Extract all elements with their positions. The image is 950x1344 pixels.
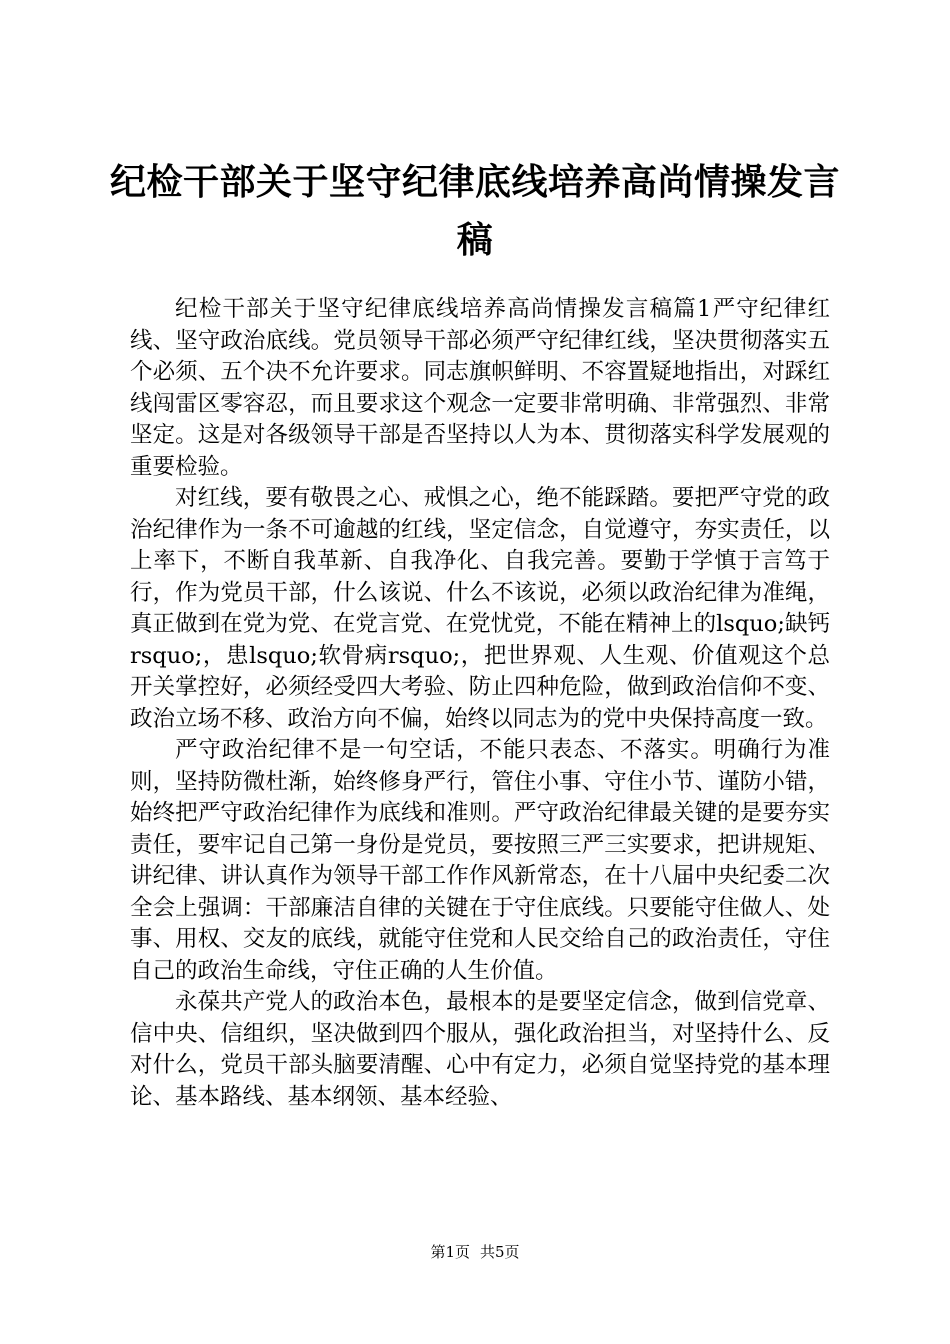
paragraph-1: 纪检干部关于坚守纪律底线培养高尚情操发言稿篇1严守纪律红线、坚守政治底线。党员领导干部必须严守纪律红线，坚决贯彻落实五个必须、五个决不允许要求。同志旗帜鲜明、不容置疑地指出，对踩红线闯雷区零容忍，而且要求这个观念一定要非常明确、非常强烈、非常坚定。这是对各级领导干部是否坚持以人为本、贯彻落实科学发展观的重要检验。 (130, 296, 830, 480)
page-number: 第1页 (430, 1243, 470, 1261)
paragraph-3: 严守政治纪律不是一句空话，不能只表态、不落实。明确行为准则，坚持防微杜渐，始终修身严行，管住小事、守住小节、谨防小错，始终把严守政治纪律作为底线和准则。严守政治纪律最关键的是要夯实责任，要牢记自己第一身份是党员，要按照三严三实要求，把讲规矩、讲纪律、讲认真作为领导干部工作作风新常态，在十八届中央纪委二次全会上强调：干部廉洁自律的关键在于守住底线。只要能守住做人、处事、用权、交友的底线，就能守住党和人民交给自己的政治责任，守住自己的政治生命线，守住正确的人生价值。 (130, 737, 830, 984)
document-title: 纪检干部关于坚守纪律底线培养高尚情操发言稿 (110, 162, 841, 261)
page-total: 共5页 (480, 1243, 520, 1261)
document-body (130, 294, 830, 1113)
page-footer (0, 1242, 950, 1262)
paragraph-4: 永葆共产党人的政治本色，最根本的是要坚定信念，做到信党章、信中央、信组织，坚决做到四个服从，强化政治担当，对坚持什么、反对什么，党员干部头脑要清醒、心中有定力，必须自觉坚持党的基本理论、基本路线、基本纲领、基本经验、 (130, 989, 830, 1110)
paragraph-2: 对红线，要有敬畏之心、戒惧之心，绝不能踩踏。要把严守党的政治纪律作为一条不可逾越的红线，坚定信念，自觉遵守，夯实责任，以上率下，不断自我革新、自我净化、自我完善。要勤于学慎于言笃于行，作为党员干部，什么该说、什么不该说，必须以政治纪律为准绳，真正做到在党为党、在党言党、在党忧党，不能在精神上的lsquo;缺钙rsquo;，患lsquo;软骨病rsquo;，把世界观、人生观、价值观这个总开关掌控好，必须经受四大考验、防止四种危险，做到政治信仰不变、政治立场不移、政治方向不偏，始终以同志为的党中央保持高度一致。 (130, 485, 830, 732)
